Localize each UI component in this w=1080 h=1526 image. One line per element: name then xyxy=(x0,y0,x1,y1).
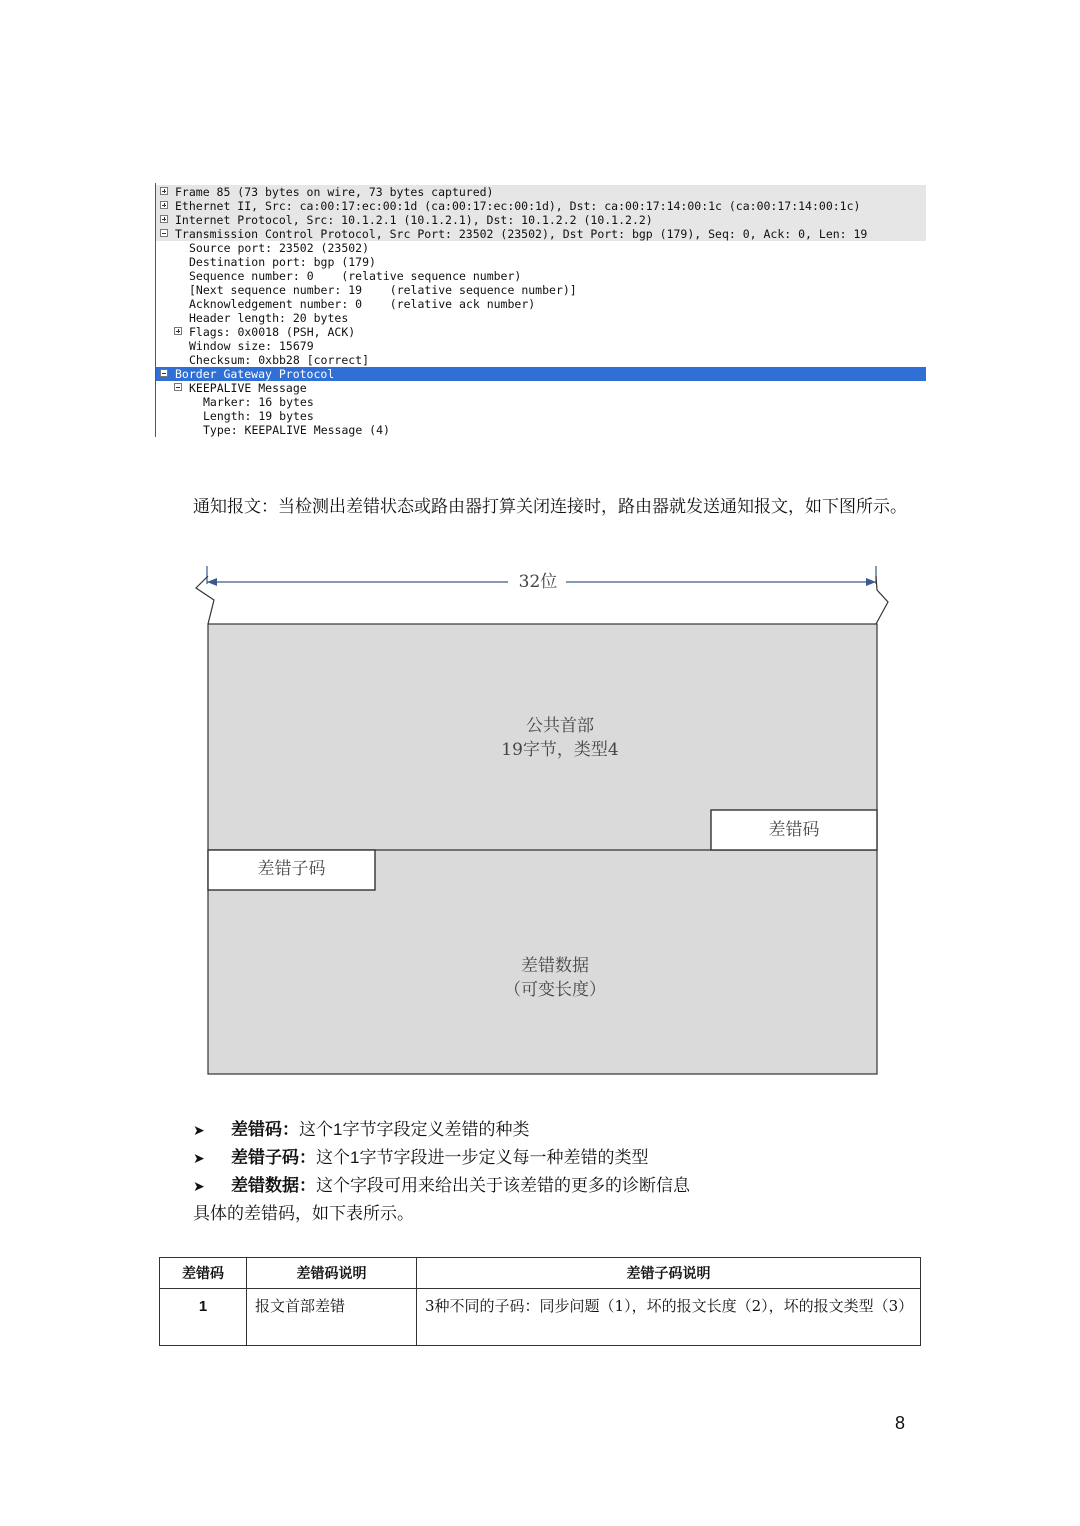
packet-tree-label: Acknowledgement number: 0 (relative ack number) xyxy=(189,297,536,311)
packet-tree-row[interactable] xyxy=(156,283,926,297)
cell-error-code: 1 xyxy=(160,1289,247,1346)
table-header-row xyxy=(160,1258,921,1289)
expand-plus-icon[interactable] xyxy=(160,187,168,195)
width-arrow-left-head xyxy=(207,578,217,586)
error-code-table xyxy=(159,1257,921,1346)
notification-paragraph: 通知报文：当检测出差错状态或路由器打算关闭连接时，路由器就发送通知报文，如下图所示。 xyxy=(193,497,907,517)
packet-details-pane xyxy=(155,183,926,437)
packet-tree-row[interactable] xyxy=(156,409,926,423)
packet-tree-row[interactable] xyxy=(156,227,926,241)
cell-error-code-desc: 报文首部差错 xyxy=(247,1289,417,1346)
error-data-label-line1: 差错数据 xyxy=(521,956,589,976)
packet-tree-label: Border Gateway Protocol xyxy=(175,367,335,381)
header-error-code: 差错码 xyxy=(160,1258,247,1289)
packet-tree-label: [Next sequence number: 19 (relative sequence number)] xyxy=(189,283,577,297)
header-error-subcode-desc: 差错子码说明 xyxy=(417,1258,921,1289)
expand-plus-icon[interactable] xyxy=(160,201,168,209)
packet-tree-row[interactable] xyxy=(156,339,926,353)
header-label-line1: 公共首部 xyxy=(526,716,594,736)
packet-tree-label: Transmission Control Protocol, Src Port: 23502 (23502), Dst Port: bgp (179), Seq: 0, Ack: 0, Len: 19 xyxy=(175,227,868,241)
width-arrow-right-head xyxy=(866,578,876,586)
page-number: 8 xyxy=(895,1413,906,1433)
expand-plus-icon[interactable] xyxy=(160,215,168,223)
error-data-label-line2: （可变长度） xyxy=(504,980,606,1000)
collapse-minus-icon[interactable] xyxy=(160,229,168,237)
table-intro: 具体的差错码，如下表所示。 xyxy=(193,1204,414,1224)
bullet-error-subcode: ➤ 差错子码：这个1字节字段进一步定义每一种差错的类型 xyxy=(193,1144,648,1173)
packet-tree-row[interactable] xyxy=(156,213,926,227)
packet-tree-label: Flags: 0x0018 (PSH, ACK) xyxy=(189,325,356,339)
packet-tree-row[interactable] xyxy=(156,199,926,213)
packet-tree-row[interactable] xyxy=(156,241,926,255)
header-label-line2: 19字节，类型4 xyxy=(501,740,619,760)
packet-tree-row[interactable] xyxy=(156,255,926,269)
error-code-label: 差错码 xyxy=(768,820,820,840)
packet-tree-row[interactable] xyxy=(156,367,926,381)
packet-tree-label: Checksum: 0xbb28 [correct] xyxy=(189,353,370,367)
right-break-mark xyxy=(876,576,888,624)
packet-tree-label: Frame 85 (73 bytes on wire, 73 bytes captured) xyxy=(175,185,494,199)
packet-tree-label: Marker: 16 bytes xyxy=(203,395,314,409)
collapse-minus-icon[interactable] xyxy=(160,369,168,377)
packet-tree-label: Window size: 15679 xyxy=(189,339,314,353)
expand-plus-icon[interactable] xyxy=(174,327,182,335)
packet-tree-label: Destination port: bgp (179) xyxy=(189,255,376,269)
width-label: 32位 xyxy=(518,572,558,592)
packet-tree-label: Type: KEEPALIVE Message (4) xyxy=(203,423,390,437)
collapse-minus-icon[interactable] xyxy=(174,383,182,391)
header-error-code-desc: 差错码说明 xyxy=(247,1258,417,1289)
packet-tree-row[interactable] xyxy=(156,311,926,325)
packet-tree-row[interactable] xyxy=(156,325,926,339)
packet-tree-label: Source port: 23502 (23502) xyxy=(189,241,370,255)
arrow-bullet-icon: ➤ xyxy=(193,1123,205,1139)
packet-tree-row[interactable] xyxy=(156,395,926,409)
notification-message-diagram xyxy=(190,562,900,1082)
packet-tree-label: Ethernet II, Src: ca:00:17:ec:00:1d (ca:00:17:ec:00:1d), Dst: ca:00:17:14:00:1c (ca:00:17:14:00:1c) xyxy=(175,199,861,213)
error-subcode-label: 差错子码 xyxy=(257,859,326,879)
packet-tree-row[interactable] xyxy=(156,353,926,367)
packet-tree-label: Internet Protocol, Src: 10.1.2.1 (10.1.2.1), Dst: 10.1.2.2 (10.1.2.2) xyxy=(175,213,653,227)
bullet-error-data: ➤ 差错数据：这个字段可用来给出关于该差错的更多的诊断信息 xyxy=(193,1172,690,1201)
packet-tree-label: Length: 19 bytes xyxy=(203,409,314,423)
packet-tree-row[interactable] xyxy=(156,381,926,395)
packet-tree-row[interactable] xyxy=(156,185,926,199)
packet-tree-label: KEEPALIVE Message xyxy=(189,381,307,395)
packet-tree-row[interactable] xyxy=(156,297,926,311)
packet-tree-row[interactable] xyxy=(156,423,926,437)
packet-tree-label: Sequence number: 0 (relative sequence number) xyxy=(189,269,522,283)
packet-tree-row[interactable] xyxy=(156,269,926,283)
cell-error-subcode-desc: 3种不同的子码：同步问题（1），坏的报文长度（2），坏的报文类型（3） xyxy=(417,1289,921,1346)
arrow-bullet-icon: ➤ xyxy=(193,1179,205,1195)
arrow-bullet-icon: ➤ xyxy=(193,1151,205,1167)
bullet-error-code: ➤ 差错码：这个1字节字段定义差错的种类 xyxy=(193,1116,529,1145)
packet-tree-label: Header length: 20 bytes xyxy=(189,311,349,325)
table-row xyxy=(160,1289,921,1346)
